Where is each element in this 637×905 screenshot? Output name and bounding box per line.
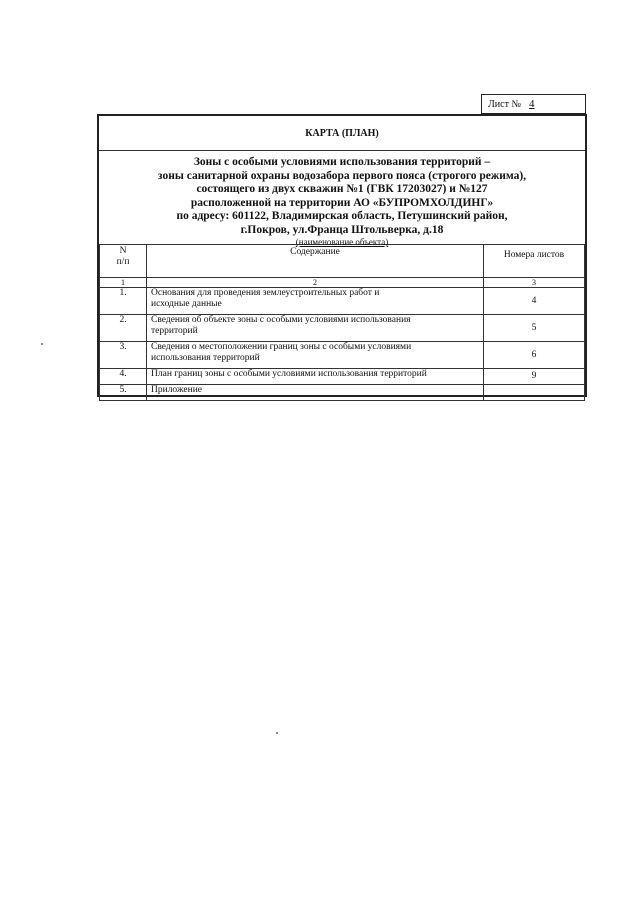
row-number: 2. bbox=[100, 315, 147, 342]
document-title: КАРТА (ПЛАН) bbox=[99, 116, 585, 151]
row-content-line: Основания для проведения землеустроительных работ и bbox=[151, 288, 380, 298]
row-number: 5. bbox=[100, 385, 147, 401]
object-line: г.Покров, ул.Франца Штольверка, д.18 bbox=[240, 223, 444, 236]
sheet-number: 4 bbox=[528, 98, 535, 110]
object-description bbox=[99, 151, 585, 244]
row-content bbox=[147, 315, 484, 342]
row-content-line: Сведения об объекте зоны с особыми условиями использования bbox=[151, 315, 411, 325]
object-line: Зоны с особыми условиями использования территорий – bbox=[193, 156, 491, 168]
object-caption bbox=[99, 237, 585, 247]
row-sheet: 5 bbox=[484, 315, 585, 342]
row-content bbox=[147, 385, 484, 401]
scan-speck bbox=[41, 343, 43, 345]
table-row bbox=[100, 385, 585, 401]
object-line: по адресу: 601122, Владимирская область, Петушинский район, bbox=[176, 210, 508, 223]
header-number-line2: п/п bbox=[116, 257, 130, 267]
row-number: 3. bbox=[100, 342, 147, 369]
header-content: Содержание bbox=[147, 245, 484, 278]
table-row bbox=[100, 288, 585, 315]
contents-table bbox=[99, 244, 585, 401]
column-number: 2 bbox=[147, 278, 484, 288]
row-content bbox=[147, 342, 484, 369]
map-plan-frame bbox=[97, 114, 587, 397]
row-content bbox=[147, 288, 484, 315]
column-number-row bbox=[100, 278, 585, 288]
row-content-line: План границ зоны с особыми условиями использования территорий bbox=[151, 369, 427, 379]
header-number-line1: N bbox=[119, 246, 127, 256]
header-sheets: Номера листов bbox=[484, 245, 585, 278]
row-sheet: 9 bbox=[484, 369, 585, 385]
row-content-line: территорий bbox=[151, 326, 198, 336]
table-row bbox=[100, 369, 585, 385]
object-line: расположенной на территории АО «БУПРОМХОЛДИНГ» bbox=[190, 196, 494, 209]
scan-speck bbox=[276, 732, 278, 734]
row-content-line: Сведения о местоположении границ зоны с особыми условиями bbox=[151, 342, 412, 352]
row-number: 1. bbox=[100, 288, 147, 315]
object-line: зоны санитарной охраны водозабора первого пояса (строгого режима), bbox=[157, 169, 527, 182]
row-content bbox=[147, 369, 484, 385]
row-sheet: 4 bbox=[484, 288, 585, 315]
column-number: 1 bbox=[100, 278, 147, 288]
row-sheet bbox=[484, 385, 585, 401]
row-content-line: Приложение bbox=[151, 385, 202, 395]
row-content-line: использования территорий bbox=[151, 353, 260, 363]
object-line: состоящего из двух скважин №1 (ГВК 17203027) и №127 bbox=[196, 183, 488, 196]
row-content-line: исходные данные bbox=[151, 299, 222, 309]
column-number: 3 bbox=[484, 278, 585, 288]
header-number bbox=[100, 245, 147, 278]
row-sheet: 6 bbox=[484, 342, 585, 369]
row-number: 4. bbox=[100, 369, 147, 385]
sheet-label: Лист № bbox=[488, 98, 521, 110]
sheet-number-box bbox=[481, 94, 586, 114]
table-row bbox=[100, 315, 585, 342]
table-row bbox=[100, 342, 585, 369]
table-header-row bbox=[100, 245, 585, 278]
object-caption-text: (наименование объекта) bbox=[295, 237, 389, 247]
